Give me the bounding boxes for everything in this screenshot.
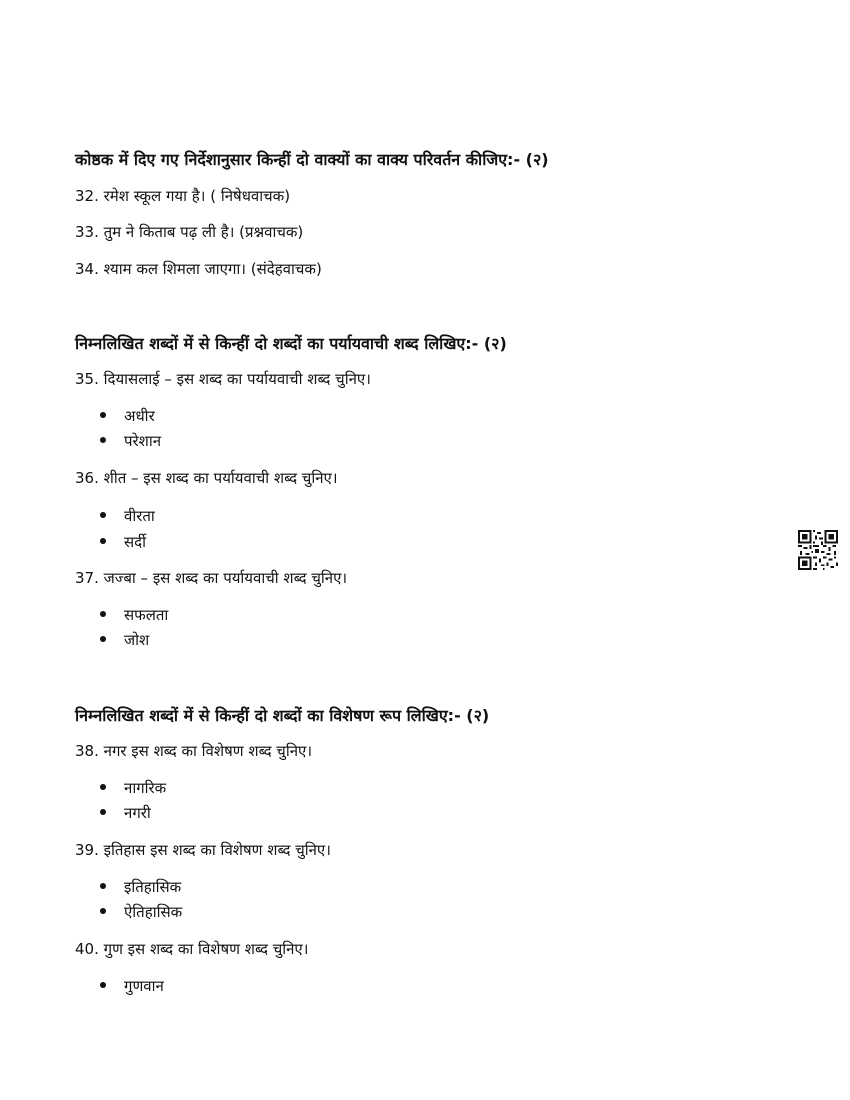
bullet-icon (100, 908, 106, 914)
question-37: 37. जज्बा – इस शब्द का पर्यायवाची शब्द चुनिए। (75, 569, 348, 587)
option-item (100, 976, 164, 996)
option-label: वीरता (124, 507, 155, 525)
option-item (100, 431, 161, 451)
bullet-icon (100, 538, 106, 544)
question-35: 35. दियासलाई – इस शब्द का पर्यायवाची शब्द चुनिए। (75, 370, 371, 388)
bullet-icon (100, 784, 106, 790)
option-item (100, 877, 181, 897)
question-39: 39. इतिहास इस शब्द का विशेषण शब्द चुनिए। (75, 841, 331, 859)
bullet-icon (100, 982, 106, 988)
option-item (100, 605, 168, 625)
option-label: नागरिक (124, 779, 167, 797)
section-heading: निम्नलिखित शब्दों में से किन्हीं दो शब्दों का विशेषण रूप लिखिए:- (२) (75, 706, 490, 725)
question-36: 36. शीत – इस शब्द का पर्यायवाची शब्द चुनिए। (75, 469, 338, 487)
question-40: 40. गुण इस शब्द का विशेषण शब्द चुनिए। (75, 940, 309, 958)
bullet-icon (100, 512, 106, 518)
option-item (100, 630, 149, 650)
bullet-icon (100, 611, 106, 617)
option-label: जोश (124, 631, 150, 649)
option-label: सफलता (124, 606, 169, 624)
bullet-icon (100, 412, 106, 418)
question-32: 32. रमेश स्कूल गया है। ( निषेधवाचक) (75, 187, 291, 205)
bullet-icon (100, 437, 106, 443)
option-label: सर्दी (124, 533, 146, 551)
option-item (100, 902, 182, 922)
section-heading: निम्नलिखित शब्दों में से किन्हीं दो शब्दों का पर्यायवाची शब्द लिखिए:- (२) (75, 334, 507, 353)
option-item (100, 803, 151, 823)
option-item (100, 506, 155, 526)
option-label: गुणवान (124, 977, 164, 995)
option-item (100, 406, 155, 426)
option-label: परेशान (124, 432, 162, 450)
bullet-icon (100, 636, 106, 642)
option-item (100, 778, 166, 798)
option-label: नगरी (124, 804, 151, 822)
question-34: 34. श्याम कल शिमला जाएगा। (संदेहवाचक) (75, 260, 322, 278)
bullet-icon (100, 809, 106, 815)
option-label: अधीर (124, 407, 155, 425)
qr-code-icon[interactable] (798, 530, 838, 570)
option-label: ऐतिहासिक (124, 903, 183, 921)
question-33: 33. तुम ने किताब पढ़ ली है। (प्रश्नवाचक) (75, 223, 304, 241)
question-38: 38. नगर इस शब्द का विशेषण शब्द चुनिए। (75, 742, 313, 760)
option-item (100, 532, 146, 552)
bullet-icon (100, 883, 106, 889)
option-label: इतिहासिक (124, 878, 182, 896)
section-heading: कोष्ठक में दिए गए निर्देशानुसार किन्हीं दो वाक्यों का वाक्य परिवर्तन कीजिए:- (२) (75, 150, 549, 169)
